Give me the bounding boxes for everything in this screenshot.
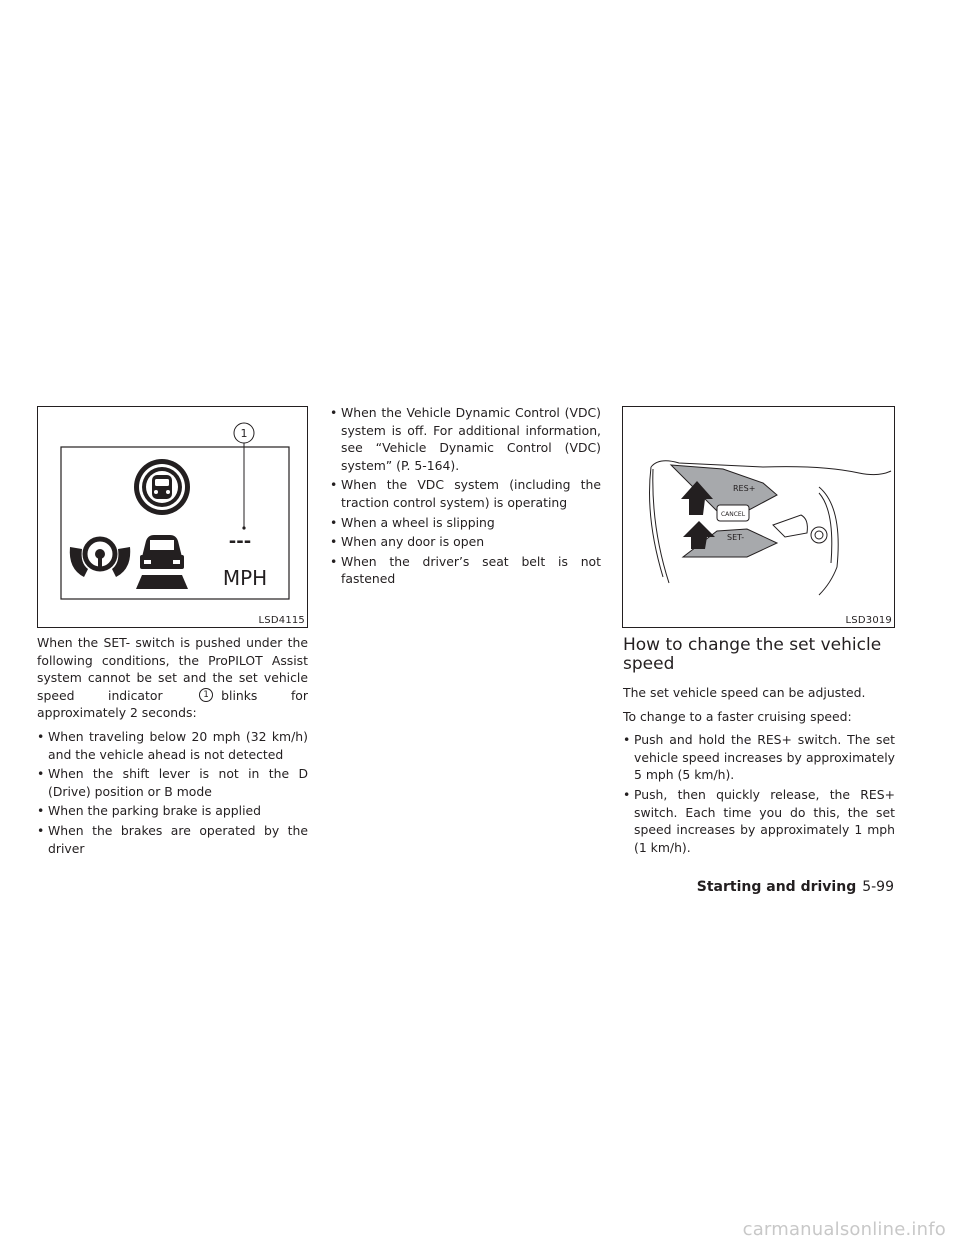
page-number: 5-99	[862, 879, 894, 895]
intro-paragraph	[37, 634, 308, 722]
speed-change-list	[623, 731, 895, 856]
figure-callout: 1	[240, 427, 248, 440]
figure-display-indicators	[37, 406, 308, 628]
cancel-switch-label: CANCEL	[720, 511, 746, 518]
conditions-list-continued	[330, 404, 601, 588]
list-item: • When a wheel is slipping	[330, 514, 601, 532]
list-item: • When the brakes are operated by the driver	[37, 822, 308, 857]
figure-code: LSD3019	[845, 615, 892, 626]
paragraph: The set vehicle speed can be adjusted.	[623, 685, 866, 700]
intro-text-end: blinks for approximately 2 seconds:	[37, 687, 308, 721]
list-item: • Push, then quickly release, the RES+ switch. Each time you do this, the set speed increases by approximately 1 mph (1 km/h).	[623, 786, 895, 856]
set-switch-label: SET-	[727, 533, 745, 542]
figure-code: LSD4115	[258, 615, 305, 626]
list-item: • Push and hold the RES+ switch. The set vehicle speed increases by approximately 5 mph (5 km/h).	[623, 731, 895, 784]
res-switch-label: RES+	[733, 484, 756, 493]
right-column	[623, 636, 895, 858]
speed-value: ---	[228, 531, 252, 552]
middle-column	[330, 404, 601, 590]
callout-marker: 1	[199, 688, 213, 702]
list-item: • When any door is open	[330, 533, 601, 551]
propilot-ring-icon	[134, 459, 190, 515]
steering-hands-icon	[70, 539, 130, 577]
switch-illustration	[623, 407, 894, 627]
section-heading: How to change the set vehicle speed	[623, 635, 882, 674]
conditions-list	[37, 728, 308, 857]
speed-unit: MPH	[222, 566, 268, 590]
list-item: • When the driver’s seat belt is not fastened	[330, 553, 601, 588]
page-footer	[697, 878, 894, 896]
list-item: • When the VDC system (including the traction control system) is operating	[330, 476, 601, 511]
vehicle-ahead-icon	[136, 535, 188, 589]
paragraph: To change to a faster cruising speed:	[623, 708, 852, 724]
intro-text: When the SET- switch is pushed under the following conditions, the ProPILOT Assist system cannot be set and the set vehicle speed indicator	[37, 635, 308, 703]
list-item: • When the Vehicle Dynamic Control (VDC) system is off. For additional information, see “Vehicle Dynamic Control (VDC) system” (P. 5-164).	[330, 404, 601, 474]
list-item: • When the shift lever is not in the D (Drive) position or B mode	[37, 765, 308, 800]
left-column	[37, 634, 308, 859]
section-name: Starting and driving	[696, 879, 857, 895]
display-illustration	[38, 407, 307, 627]
figure-steering-switches	[622, 406, 895, 628]
list-item: • When traveling below 20 mph (32 km/h) and the vehicle ahead is not detected	[37, 728, 308, 763]
list-item: • When the parking brake is applied	[37, 802, 308, 820]
watermark: carmanualsonline.info	[742, 1219, 946, 1240]
